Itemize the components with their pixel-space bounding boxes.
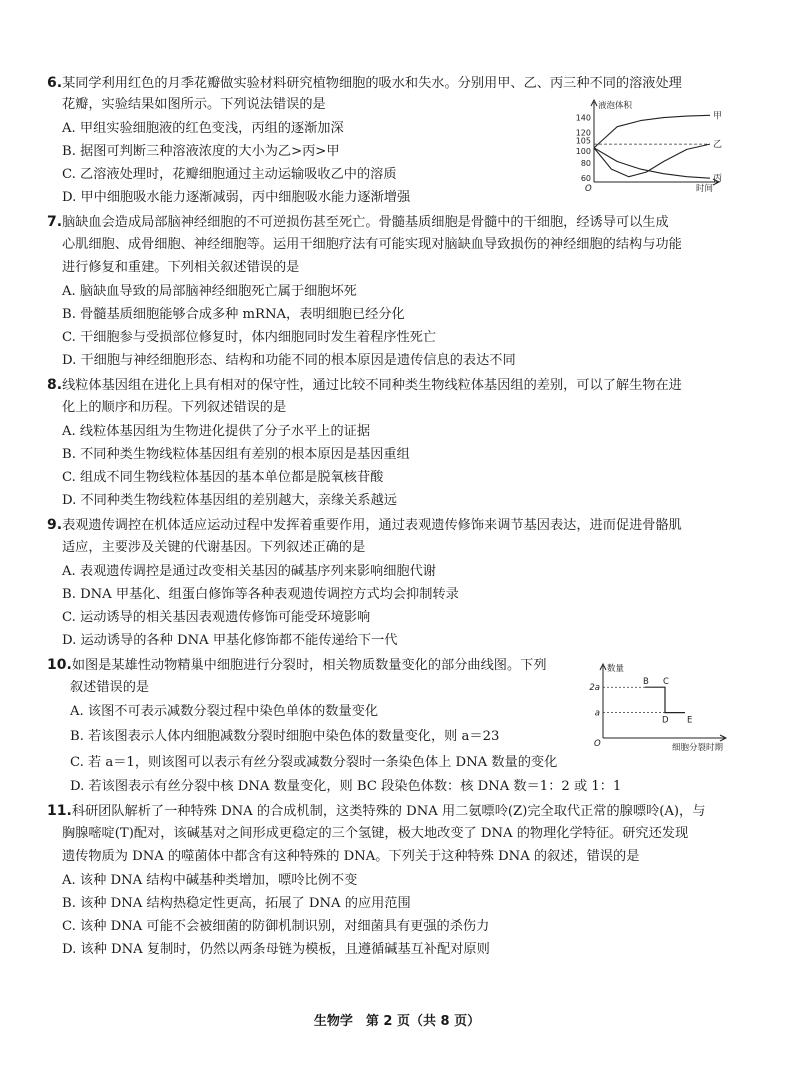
series-line [594, 148, 710, 178]
series-line [594, 115, 710, 148]
q10-option-a: A. 该图不可表示减数分裂过程中染色单体的数量变化 [70, 704, 379, 719]
step-line [645, 687, 685, 712]
question-10-line-1: 10.如图是某雄性动物精巢中细胞进行分裂时，相关物质数量变化的部分曲线图。下列 [47, 657, 547, 673]
origin-label: O [594, 739, 601, 749]
y-axis-label: 液泡体积 [598, 101, 633, 111]
question-number: 8. [47, 377, 63, 393]
question-6-line-2: 花瓣，实验结果如图所示。下列说法错误的是 [62, 97, 326, 112]
y-tick-label: 105 [575, 136, 591, 146]
q9-option-c: C. 运动诱导的相关基因表观遗传修饰可能受环境影响 [62, 610, 371, 625]
y-tick-label: 2a [589, 683, 600, 694]
q7-option-c: C. 干细胞参与受损部位修复时，体内细胞同时发生着程序性死亡 [62, 330, 437, 345]
question-number: 10. [47, 657, 72, 673]
question-9-line-2: 适应，主要涉及关键的代谢基因。下列叙述正确的是 [62, 540, 366, 555]
origin-label: O [585, 184, 592, 194]
q8-option-b: B. 不同种类生物线粒体基因组有差别的根本原因是基因重组 [62, 447, 410, 462]
q7-option-d: D. 干细胞与神经细胞形态、结构和功能不同的根本原因是遗传信息的表达不同 [62, 353, 516, 368]
y-tick-label: 140 [575, 113, 591, 123]
question-number: 11. [47, 803, 72, 819]
question-number: 6. [47, 75, 63, 91]
question-7-line-3: 进行修复和重建。下列相关叙述错误的是 [62, 260, 300, 275]
q9-option-a: A. 表观遗传调控是通过改变相关基因的碱基序列来影响细胞代谢 [62, 564, 436, 579]
q8-option-d: D. 不同种类生物线粒体基因组的差别越大，亲缘关系越远 [62, 493, 397, 508]
series-label: 乙 [713, 140, 723, 151]
point-label: E [687, 715, 693, 726]
q6-option-b: B. 据图可判断三种溶液浓度的大小为乙>丙>甲 [62, 144, 340, 159]
point-label: B [643, 677, 649, 688]
question-number: 9. [47, 517, 63, 533]
question-10-line-2: 叙述错误的是 [70, 680, 150, 695]
question-11-line-3: 遗传物质为 DNA 的噬菌体中都含有这种特殊的 DNA。下列关于这种特殊 DNA 的叙述，错误的是 [62, 849, 640, 864]
question-7-line-1: 7.脑缺血会造成局部脑神经细胞的不可逆损伤甚至死亡。骨髓基质细胞是骨髓中的干细胞，经诱导可以生成 [47, 214, 669, 230]
q11-option-a: A. 该种 DNA 结构中碱基种类增加，嘌呤比例不变 [62, 873, 358, 888]
y-tick-label: 120 [575, 128, 591, 138]
q9-option-d: D. 运动诱导的各种 DNA 甲基化修饰都不能传递给下一代 [62, 633, 398, 648]
q11-option-d: D. 该种 DNA 复制时，仍然以两条母链为模板，且遵循碱基互补配对原则 [62, 942, 490, 957]
q7-option-b: B. 骨髓基质细胞能够合成多种 mRNA，表明细胞已经分化 [62, 307, 405, 322]
q6-option-d: D. 甲中细胞吸水能力逐渐减弱，丙中细胞吸水能力逐渐增强 [62, 190, 411, 205]
q11-option-c: C. 该种 DNA 可能不会被细菌的防御机制识别，对细菌具有更强的杀伤力 [62, 919, 490, 934]
cell-division-chart [585, 662, 735, 752]
x-axis-label: 时间 [696, 184, 714, 194]
question-number: 7. [47, 214, 63, 230]
y-tick-label: 80 [580, 159, 591, 169]
q6-option-a: A. 甲组实验细胞液的红色变浅，丙组的逐渐加深 [62, 121, 344, 136]
q11-option-b: B. 该种 DNA 结构热稳定性更高，拓展了 DNA 的应用范围 [62, 896, 411, 911]
series-label: 甲 [713, 111, 723, 122]
q9-option-b: B. DNA 甲基化、组蛋白修饰等各种表观遗传调控方式均会抑制转录 [62, 587, 459, 602]
q7-option-a: A. 脑缺血导致的局部脑神经细胞死亡属于细胞坏死 [62, 284, 357, 299]
question-11-line-1: 11.科研团队解析了一种特殊 DNA 的合成机制，这类特殊的 DNA 用二氨嘌呤(Z)完全取代正常的腺嘌呤(A)，与 [47, 803, 706, 819]
series-label: 丙 [713, 174, 723, 185]
point-label: C [663, 677, 669, 688]
q10-option-b: B. 若该图表示人体内细胞减数分裂时细胞中染色体的数量变化，则 a＝23 [70, 729, 500, 744]
y-tick-label: a [594, 708, 600, 719]
question-8-line-2: 化上的顺序和历程。下列叙述错误的是 [62, 400, 287, 415]
question-6-line-1: 6.某同学利用红色的月季花瓣做实验材料研究植物细胞的吸水和失水。分别用甲、乙、丙三种不同的溶液处理 [47, 75, 682, 91]
y-axis-label: 数量 [607, 664, 625, 674]
question-8-line-1: 8.线粒体基因组在进化上具有相对的保守性，通过比较不同种类生物线粒体基因组的差别，可以了解生物在进 [47, 377, 682, 393]
vacuole-volume-chart [560, 98, 730, 198]
q10-option-c: C. 若 a＝1，则该图可以表示有丝分裂或减数分裂时一条染色体上 DNA 数量的变化 [70, 755, 558, 770]
q8-option-a: A. 线粒体基因组为生物进化提供了分子水平上的证据 [62, 424, 371, 439]
page-footer: 生物学 第 2 页（共 8 页） [313, 1014, 481, 1029]
question-7-line-2: 心肌细胞、成骨细胞、神经细胞等。运用干细胞疗法有可能实现对脑缺血导致损伤的神经细胞的结构与功能 [62, 237, 682, 252]
y-tick-label: 100 [575, 146, 591, 156]
question-9-line-1: 9.表观遗传调控在机体适应运动过程中发挥着重要作用，通过表观遗传修饰来调节基因表达，进而促进骨骼肌 [47, 517, 682, 533]
y-tick-label: 60 [580, 174, 591, 184]
q8-option-c: C. 组成不同生物线粒体基因的基本单位都是脱氧核苷酸 [62, 470, 384, 485]
q6-option-c: C. 乙溶液处理时，花瓣细胞通过主动运输吸收乙中的溶质 [62, 167, 397, 182]
q10-option-d: D. 若该图表示有丝分裂中核 DNA 数量变化，则 BC 段染色体数：核 DNA 数＝1：2 或 1：1 [70, 779, 622, 794]
x-axis-label: 细胞分裂时期 [671, 743, 723, 752]
point-label: D [662, 715, 669, 726]
question-11-line-2: 胸腺嘧啶(T)配对，该碱基对之间形成更稳定的三个氢键，极大地改变了 DNA 的物理化学特征。研究还发现 [62, 826, 689, 841]
